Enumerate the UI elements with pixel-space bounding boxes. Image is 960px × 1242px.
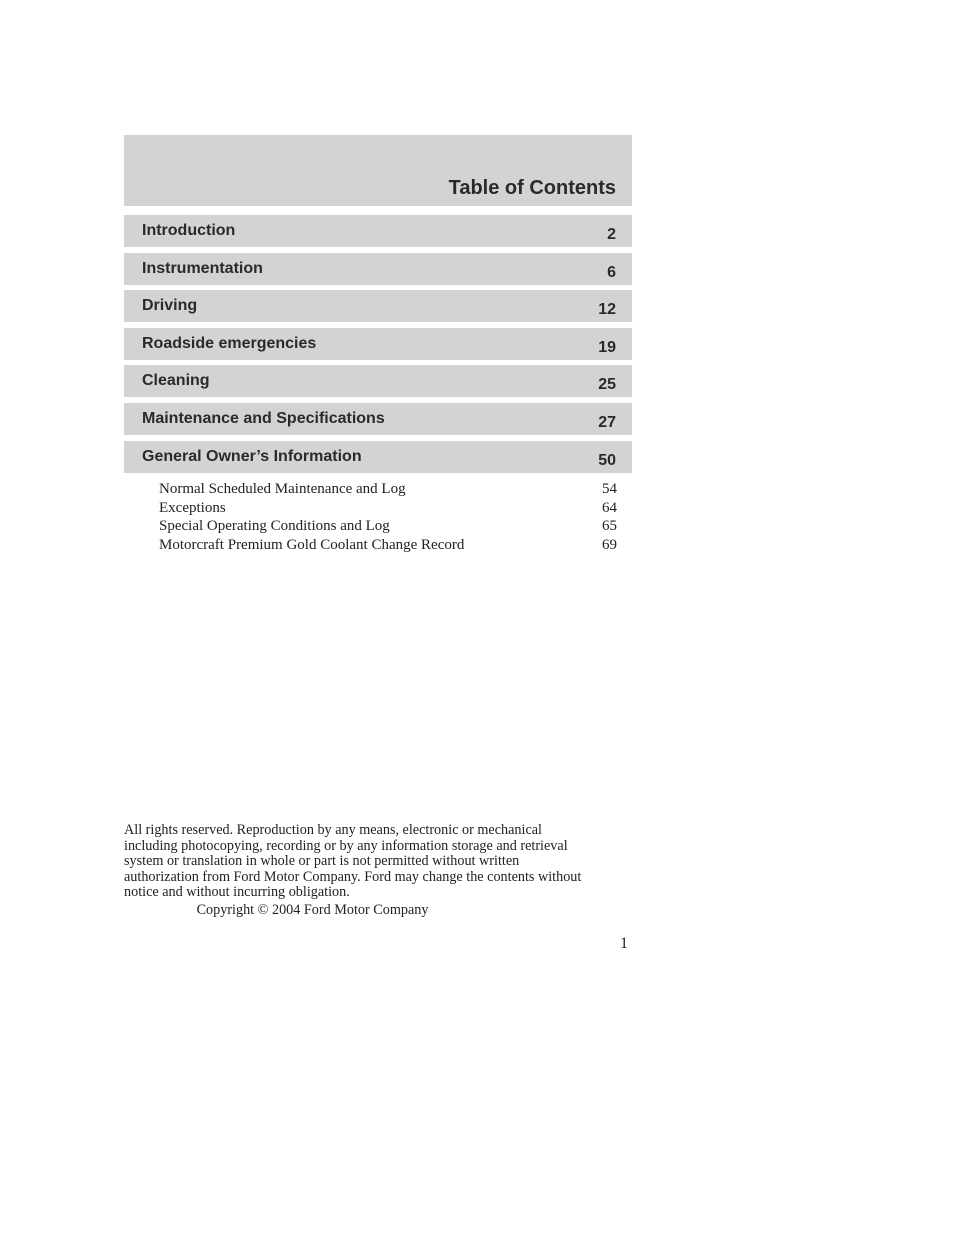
legal-line: system or translation in whole or part is not permitted without written (124, 853, 520, 870)
page-title: Table of Contents (448, 177, 616, 199)
legal-line: notice and without incurring obligation. (124, 884, 350, 901)
toc-entry-page: 6 (607, 263, 616, 281)
toc-subentry-label: Special Operating Conditions and Log (159, 518, 390, 534)
toc-subentries (159, 480, 617, 554)
toc-subentry-label: Normal Scheduled Maintenance and Log (159, 481, 406, 497)
toc-subentry-page: 64 (602, 499, 617, 516)
toc-entry-label: Maintenance and Specifications (142, 409, 385, 427)
toc-entry-label: Introduction (142, 222, 236, 239)
toc-entry-page: 12 (598, 301, 616, 319)
toc-entry-general-owners-information[interactable] (124, 441, 632, 473)
toc-entry-page: 50 (598, 451, 616, 469)
copyright-notice: Copyright © 2004 Ford Motor Company (196, 902, 429, 918)
toc-subentry[interactable] (159, 517, 617, 536)
toc-subentry[interactable] (159, 499, 617, 518)
toc-subentry[interactable] (159, 536, 617, 555)
toc-subentry-page: 65 (602, 518, 617, 534)
toc-subentry-page: 69 (602, 536, 617, 553)
toc-entry-page: 25 (598, 376, 616, 394)
toc-entry-maintenance-specifications[interactable] (124, 403, 632, 435)
toc-entry-label: Driving (142, 297, 198, 315)
legal-line: including photocopying, recording or by any information storage and retrieval (124, 837, 568, 854)
toc-entry-label: Roadside emergencies (142, 334, 317, 352)
toc-entry-label: Cleaning (142, 372, 210, 390)
toc-entry-label: Instrumentation (142, 259, 263, 277)
table-of-contents (124, 215, 632, 478)
toc-subentry-label: Motorcraft Premium Gold Coolant Change Record (159, 536, 465, 553)
toc-entry-page: 19 (598, 338, 616, 356)
toc-subentry[interactable] (159, 480, 617, 499)
toc-header-box (124, 135, 632, 206)
legal-line: authorization from Ford Motor Company. Ford may change the contents without (124, 868, 582, 885)
toc-subentry-page: 54 (602, 481, 617, 497)
page-number: 1 (620, 935, 628, 952)
toc-subentry-label: Exceptions (159, 499, 226, 516)
toc-entry-introduction[interactable] (124, 215, 632, 247)
legal-line: All rights reserved. Reproduction by any means, electronic or mechanical (124, 822, 542, 838)
toc-entry-instrumentation[interactable] (124, 253, 632, 285)
toc-entry-page: 2 (607, 226, 616, 243)
legal-notice (124, 823, 634, 901)
toc-entry-roadside-emergencies[interactable] (124, 328, 632, 360)
toc-entry-page: 27 (598, 413, 616, 431)
toc-entry-cleaning[interactable] (124, 365, 632, 397)
toc-entry-label: General Owner’s Information (142, 447, 362, 465)
toc-entry-driving[interactable] (124, 290, 632, 322)
